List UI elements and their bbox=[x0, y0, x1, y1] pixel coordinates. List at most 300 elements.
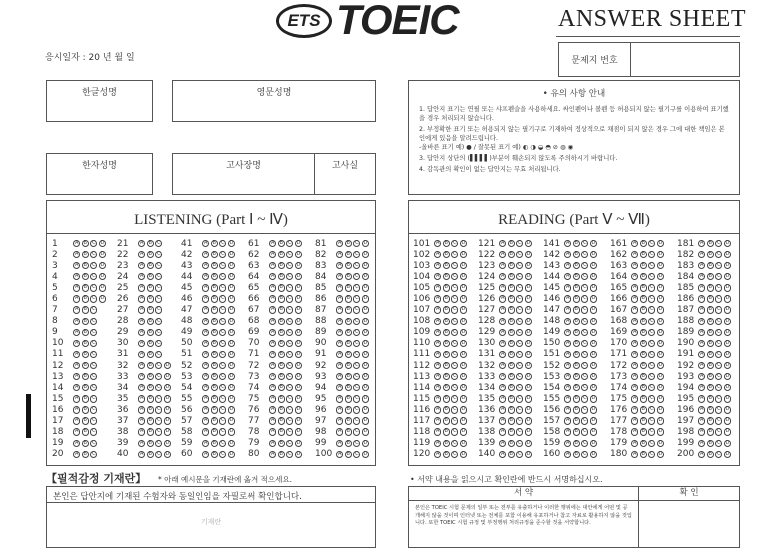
answer-bubble-a[interactable]: A bbox=[699, 239, 704, 246]
answer-bubble-a[interactable]: A bbox=[139, 306, 144, 313]
answer-bubble-c[interactable]: C bbox=[583, 428, 587, 435]
answer-bubble-d[interactable]: D bbox=[591, 306, 596, 313]
answer-bubble-d[interactable]: D bbox=[229, 450, 234, 457]
answer-bubble-b[interactable]: B bbox=[509, 373, 513, 380]
answer-bubble-b[interactable]: B bbox=[509, 428, 513, 435]
answer-bubble-a[interactable]: A bbox=[699, 317, 704, 324]
answer-bubble-c[interactable]: C bbox=[650, 439, 654, 446]
answer-bubble-d[interactable]: D bbox=[296, 428, 301, 435]
answer-bubble-a[interactable]: A bbox=[632, 328, 637, 335]
answer-bubble-b[interactable]: B bbox=[708, 361, 712, 368]
answer-bubble-b[interactable]: B bbox=[83, 417, 87, 424]
answer-bubble-c[interactable]: C bbox=[288, 406, 292, 413]
answer-bubble-a[interactable]: A bbox=[632, 373, 637, 380]
answer-bubble-b[interactable]: B bbox=[83, 339, 87, 346]
answer-bubble-a[interactable]: A bbox=[139, 373, 144, 380]
answer-bubble-a[interactable]: A bbox=[74, 395, 79, 402]
answer-bubble-c[interactable]: C bbox=[288, 317, 292, 324]
answer-bubble-c[interactable]: C bbox=[157, 395, 161, 402]
answer-bubble-a[interactable]: A bbox=[632, 339, 637, 346]
answer-bubble-d[interactable]: D bbox=[591, 373, 596, 380]
answer-bubble-b[interactable]: B bbox=[444, 273, 448, 280]
answer-bubble-a[interactable]: A bbox=[632, 428, 637, 435]
answer-bubble-d[interactable]: D bbox=[229, 384, 234, 391]
answer-bubble-c[interactable]: C bbox=[717, 273, 721, 280]
answer-bubble-b[interactable]: B bbox=[346, 328, 350, 335]
answer-bubble-c[interactable]: C bbox=[518, 339, 522, 346]
answer-bubble-c[interactable]: C bbox=[650, 384, 654, 391]
answer-bubble-c[interactable]: C bbox=[288, 273, 292, 280]
answer-bubble-c[interactable]: C bbox=[717, 395, 721, 402]
answer-bubble-a[interactable]: A bbox=[435, 350, 440, 357]
answer-bubble-a[interactable]: A bbox=[74, 262, 79, 269]
answer-bubble-c[interactable]: C bbox=[518, 262, 522, 269]
answer-bubble-a[interactable]: A bbox=[74, 361, 79, 368]
answer-bubble-b[interactable]: B bbox=[574, 239, 578, 246]
answer-bubble-a[interactable]: A bbox=[203, 373, 208, 380]
answer-bubble-a[interactable]: A bbox=[270, 406, 275, 413]
answer-bubble-d[interactable]: D bbox=[363, 450, 368, 457]
answer-bubble-a[interactable]: A bbox=[632, 295, 637, 302]
answer-bubble-d[interactable]: D bbox=[725, 284, 730, 291]
answer-bubble-c[interactable]: C bbox=[157, 350, 161, 357]
answer-bubble-c[interactable]: C bbox=[92, 328, 96, 335]
answer-bubble-a[interactable]: A bbox=[435, 328, 440, 335]
answer-bubble-d[interactable]: D bbox=[461, 428, 466, 435]
answer-bubble-a[interactable]: A bbox=[74, 417, 79, 424]
answer-bubble-d[interactable]: D bbox=[526, 395, 531, 402]
answer-bubble-d[interactable]: D bbox=[165, 417, 170, 424]
answer-bubble-c[interactable]: C bbox=[583, 250, 587, 257]
answer-bubble-a[interactable]: A bbox=[632, 239, 637, 246]
answer-bubble-b[interactable]: B bbox=[641, 306, 645, 313]
answer-bubble-b[interactable]: B bbox=[574, 328, 578, 335]
answer-bubble-c[interactable]: C bbox=[650, 450, 654, 457]
answer-bubble-d[interactable]: D bbox=[591, 428, 596, 435]
answer-bubble-b[interactable]: B bbox=[83, 395, 87, 402]
answer-bubble-b[interactable]: B bbox=[148, 317, 152, 324]
answer-bubble-c[interactable]: C bbox=[717, 306, 721, 313]
answer-bubble-d[interactable]: D bbox=[658, 395, 663, 402]
answer-bubble-d[interactable]: D bbox=[526, 417, 531, 424]
answer-bubble-b[interactable]: B bbox=[212, 250, 216, 257]
answer-bubble-a[interactable]: A bbox=[565, 384, 570, 391]
test-site-name-cell[interactable] bbox=[173, 154, 315, 194]
answer-bubble-a[interactable]: A bbox=[203, 328, 208, 335]
answer-bubble-d[interactable]: D bbox=[165, 384, 170, 391]
answer-bubble-d[interactable]: D bbox=[526, 273, 531, 280]
answer-bubble-a[interactable]: A bbox=[270, 262, 275, 269]
answer-bubble-d[interactable]: D bbox=[725, 250, 730, 257]
answer-bubble-b[interactable]: B bbox=[444, 406, 448, 413]
answer-bubble-b[interactable]: B bbox=[574, 406, 578, 413]
answer-bubble-b[interactable]: B bbox=[708, 317, 712, 324]
answer-bubble-d[interactable]: D bbox=[296, 361, 301, 368]
answer-bubble-c[interactable]: C bbox=[221, 328, 225, 335]
answer-bubble-a[interactable]: A bbox=[632, 417, 637, 424]
answer-bubble-d[interactable]: D bbox=[461, 317, 466, 324]
answer-bubble-d[interactable]: D bbox=[363, 295, 368, 302]
answer-bubble-a[interactable]: A bbox=[565, 239, 570, 246]
answer-bubble-b[interactable]: B bbox=[83, 450, 87, 457]
answer-bubble-b[interactable]: B bbox=[212, 406, 216, 413]
answer-bubble-b[interactable]: B bbox=[708, 339, 712, 346]
answer-bubble-a[interactable]: A bbox=[74, 406, 79, 413]
answer-bubble-a[interactable]: A bbox=[435, 428, 440, 435]
answer-bubble-c[interactable]: C bbox=[453, 406, 457, 413]
answer-bubble-d[interactable]: D bbox=[296, 250, 301, 257]
answer-bubble-a[interactable]: A bbox=[699, 328, 704, 335]
answer-bubble-a[interactable]: A bbox=[270, 239, 275, 246]
answer-bubble-b[interactable]: B bbox=[444, 317, 448, 324]
answer-bubble-d[interactable]: D bbox=[526, 450, 531, 457]
answer-bubble-a[interactable]: A bbox=[74, 350, 79, 357]
answer-bubble-d[interactable]: D bbox=[296, 450, 301, 457]
answer-bubble-d[interactable]: D bbox=[165, 439, 170, 446]
answer-bubble-d[interactable]: D bbox=[658, 306, 663, 313]
answer-bubble-b[interactable]: B bbox=[509, 406, 513, 413]
answer-bubble-b[interactable]: B bbox=[346, 295, 350, 302]
answer-bubble-a[interactable]: A bbox=[435, 239, 440, 246]
answer-bubble-a[interactable]: A bbox=[203, 306, 208, 313]
answer-bubble-c[interactable]: C bbox=[288, 250, 292, 257]
answer-bubble-c[interactable]: C bbox=[288, 395, 292, 402]
answer-bubble-b[interactable]: B bbox=[346, 361, 350, 368]
answer-bubble-d[interactable]: D bbox=[658, 273, 663, 280]
answer-bubble-d[interactable]: D bbox=[229, 317, 234, 324]
answer-bubble-c[interactable]: C bbox=[453, 350, 457, 357]
answer-bubble-c[interactable]: C bbox=[650, 406, 654, 413]
answer-bubble-a[interactable]: A bbox=[632, 439, 637, 446]
answer-bubble-c[interactable]: C bbox=[518, 284, 522, 291]
answer-bubble-c[interactable]: C bbox=[92, 262, 96, 269]
answer-bubble-c[interactable]: C bbox=[453, 239, 457, 246]
answer-bubble-c[interactable]: C bbox=[717, 239, 721, 246]
answer-bubble-c[interactable]: C bbox=[355, 439, 359, 446]
answer-bubble-c[interactable]: C bbox=[518, 361, 522, 368]
answer-bubble-c[interactable]: C bbox=[355, 339, 359, 346]
answer-bubble-d[interactable]: D bbox=[229, 406, 234, 413]
answer-bubble-c[interactable]: C bbox=[518, 450, 522, 457]
answer-bubble-d[interactable]: D bbox=[526, 350, 531, 357]
answer-bubble-c[interactable]: C bbox=[355, 273, 359, 280]
answer-bubble-a[interactable]: A bbox=[699, 273, 704, 280]
answer-bubble-c[interactable]: C bbox=[453, 395, 457, 402]
answer-bubble-d[interactable]: D bbox=[461, 328, 466, 335]
answer-bubble-c[interactable]: C bbox=[583, 328, 587, 335]
answer-bubble-a[interactable]: A bbox=[337, 273, 342, 280]
answer-bubble-c[interactable]: C bbox=[650, 250, 654, 257]
answer-bubble-a[interactable]: A bbox=[139, 284, 144, 291]
answer-bubble-a[interactable]: A bbox=[203, 450, 208, 457]
answer-bubble-c[interactable]: C bbox=[92, 317, 96, 324]
answer-bubble-c[interactable]: C bbox=[518, 373, 522, 380]
answer-bubble-a[interactable]: A bbox=[500, 339, 505, 346]
answer-bubble-d[interactable]: D bbox=[461, 284, 466, 291]
answer-bubble-b[interactable]: B bbox=[279, 395, 283, 402]
answer-bubble-d[interactable]: D bbox=[461, 406, 466, 413]
answer-bubble-b[interactable]: B bbox=[708, 450, 712, 457]
answer-bubble-a[interactable]: A bbox=[203, 239, 208, 246]
answer-bubble-d[interactable]: D bbox=[526, 373, 531, 380]
answer-bubble-c[interactable]: C bbox=[650, 295, 654, 302]
answer-bubble-a[interactable]: A bbox=[632, 361, 637, 368]
answer-bubble-a[interactable]: A bbox=[270, 306, 275, 313]
answer-bubble-d[interactable]: D bbox=[296, 439, 301, 446]
answer-bubble-d[interactable]: D bbox=[725, 350, 730, 357]
answer-bubble-c[interactable]: C bbox=[583, 262, 587, 269]
answer-bubble-b[interactable]: B bbox=[148, 450, 152, 457]
answer-bubble-a[interactable]: A bbox=[337, 250, 342, 257]
answer-bubble-d[interactable]: D bbox=[363, 373, 368, 380]
answer-bubble-c[interactable]: C bbox=[355, 406, 359, 413]
answer-bubble-a[interactable]: A bbox=[337, 306, 342, 313]
answer-bubble-b[interactable]: B bbox=[641, 273, 645, 280]
answer-bubble-d[interactable]: D bbox=[100, 250, 105, 257]
answer-bubble-b[interactable]: B bbox=[509, 284, 513, 291]
answer-bubble-c[interactable]: C bbox=[221, 262, 225, 269]
answer-bubble-a[interactable]: A bbox=[500, 395, 505, 402]
answer-bubble-c[interactable]: C bbox=[92, 295, 96, 302]
answer-bubble-b[interactable]: B bbox=[509, 439, 513, 446]
answer-bubble-d[interactable]: D bbox=[658, 250, 663, 257]
answer-bubble-b[interactable]: B bbox=[212, 284, 216, 291]
answer-bubble-c[interactable]: C bbox=[583, 350, 587, 357]
answer-bubble-b[interactable]: B bbox=[444, 395, 448, 402]
answer-bubble-b[interactable]: B bbox=[212, 373, 216, 380]
answer-bubble-d[interactable]: D bbox=[100, 262, 105, 269]
answer-bubble-b[interactable]: B bbox=[641, 350, 645, 357]
answer-bubble-c[interactable]: C bbox=[92, 395, 96, 402]
answer-bubble-a[interactable]: A bbox=[699, 428, 704, 435]
answer-bubble-b[interactable]: B bbox=[641, 361, 645, 368]
answer-bubble-b[interactable]: B bbox=[279, 339, 283, 346]
answer-bubble-b[interactable]: B bbox=[279, 250, 283, 257]
answer-bubble-b[interactable]: B bbox=[708, 373, 712, 380]
answer-bubble-a[interactable]: A bbox=[699, 350, 704, 357]
answer-bubble-c[interactable]: C bbox=[453, 361, 457, 368]
answer-bubble-d[interactable]: D bbox=[229, 395, 234, 402]
answer-bubble-a[interactable]: A bbox=[699, 439, 704, 446]
answer-bubble-c[interactable]: C bbox=[288, 295, 292, 302]
answer-bubble-d[interactable]: D bbox=[100, 284, 105, 291]
answer-bubble-b[interactable]: B bbox=[509, 339, 513, 346]
answer-bubble-a[interactable]: A bbox=[435, 295, 440, 302]
answer-bubble-c[interactable]: C bbox=[355, 395, 359, 402]
answer-bubble-d[interactable]: D bbox=[725, 406, 730, 413]
answer-bubble-b[interactable]: B bbox=[212, 262, 216, 269]
answer-bubble-c[interactable]: C bbox=[221, 295, 225, 302]
answer-bubble-a[interactable]: A bbox=[337, 284, 342, 291]
answer-bubble-d[interactable]: D bbox=[591, 284, 596, 291]
answer-bubble-a[interactable]: A bbox=[203, 273, 208, 280]
answer-bubble-a[interactable]: A bbox=[270, 373, 275, 380]
answer-bubble-d[interactable]: D bbox=[165, 450, 170, 457]
answer-bubble-c[interactable]: C bbox=[355, 250, 359, 257]
answer-bubble-a[interactable]: A bbox=[435, 450, 440, 457]
answer-bubble-a[interactable]: A bbox=[270, 273, 275, 280]
answer-bubble-c[interactable]: C bbox=[518, 295, 522, 302]
answer-bubble-a[interactable]: A bbox=[699, 373, 704, 380]
answer-bubble-b[interactable]: B bbox=[346, 262, 350, 269]
answer-bubble-a[interactable]: A bbox=[203, 262, 208, 269]
answer-bubble-b[interactable]: B bbox=[346, 428, 350, 435]
answer-bubble-a[interactable]: A bbox=[435, 395, 440, 402]
answer-bubble-a[interactable]: A bbox=[565, 395, 570, 402]
answer-bubble-d[interactable]: D bbox=[363, 284, 368, 291]
answer-bubble-b[interactable]: B bbox=[641, 262, 645, 269]
answer-bubble-b[interactable]: B bbox=[212, 328, 216, 335]
answer-bubble-d[interactable]: D bbox=[658, 262, 663, 269]
answer-bubble-c[interactable]: C bbox=[288, 439, 292, 446]
answer-bubble-a[interactable]: A bbox=[632, 350, 637, 357]
answer-bubble-b[interactable]: B bbox=[148, 373, 152, 380]
answer-bubble-c[interactable]: C bbox=[583, 284, 587, 291]
answer-bubble-a[interactable]: A bbox=[74, 317, 79, 324]
answer-bubble-c[interactable]: C bbox=[650, 350, 654, 357]
answer-bubble-a[interactable]: A bbox=[500, 450, 505, 457]
answer-bubble-d[interactable]: D bbox=[229, 361, 234, 368]
answer-bubble-b[interactable]: B bbox=[148, 239, 152, 246]
answer-bubble-b[interactable]: B bbox=[574, 262, 578, 269]
answer-bubble-b[interactable]: B bbox=[83, 384, 87, 391]
answer-bubble-c[interactable]: C bbox=[518, 406, 522, 413]
answer-bubble-c[interactable]: C bbox=[518, 306, 522, 313]
answer-bubble-c[interactable]: C bbox=[157, 339, 161, 346]
answer-bubble-b[interactable]: B bbox=[444, 306, 448, 313]
answer-bubble-b[interactable]: B bbox=[83, 328, 87, 335]
answer-bubble-d[interactable]: D bbox=[461, 273, 466, 280]
answer-bubble-b[interactable]: B bbox=[574, 306, 578, 313]
answer-bubble-a[interactable]: A bbox=[270, 417, 275, 424]
answer-bubble-a[interactable]: A bbox=[139, 328, 144, 335]
answer-bubble-c[interactable]: C bbox=[583, 406, 587, 413]
answer-bubble-d[interactable]: D bbox=[296, 328, 301, 335]
answer-bubble-b[interactable]: B bbox=[444, 439, 448, 446]
answer-bubble-a[interactable]: A bbox=[435, 250, 440, 257]
answer-bubble-a[interactable]: A bbox=[270, 439, 275, 446]
answer-bubble-c[interactable]: C bbox=[221, 373, 225, 380]
answer-bubble-b[interactable]: B bbox=[148, 306, 152, 313]
answer-bubble-c[interactable]: C bbox=[157, 406, 161, 413]
answer-bubble-a[interactable]: A bbox=[632, 262, 637, 269]
answer-bubble-a[interactable]: A bbox=[565, 373, 570, 380]
answer-bubble-a[interactable]: A bbox=[337, 339, 342, 346]
answer-bubble-d[interactable]: D bbox=[725, 239, 730, 246]
answer-bubble-b[interactable]: B bbox=[212, 384, 216, 391]
answer-bubble-c[interactable]: C bbox=[453, 439, 457, 446]
answer-bubble-d[interactable]: D bbox=[461, 361, 466, 368]
answer-bubble-d[interactable]: D bbox=[229, 239, 234, 246]
answer-bubble-b[interactable]: B bbox=[509, 384, 513, 391]
answer-bubble-b[interactable]: B bbox=[346, 273, 350, 280]
answer-bubble-a[interactable]: A bbox=[435, 406, 440, 413]
english-name-field[interactable] bbox=[172, 80, 376, 122]
answer-bubble-d[interactable]: D bbox=[591, 273, 596, 280]
answer-bubble-a[interactable]: A bbox=[337, 361, 342, 368]
answer-bubble-c[interactable]: C bbox=[583, 317, 587, 324]
answer-bubble-b[interactable]: B bbox=[148, 361, 152, 368]
answer-bubble-b[interactable]: B bbox=[641, 384, 645, 391]
answer-bubble-d[interactable]: D bbox=[725, 306, 730, 313]
answer-bubble-d[interactable]: D bbox=[658, 328, 663, 335]
answer-bubble-b[interactable]: B bbox=[509, 250, 513, 257]
answer-bubble-c[interactable]: C bbox=[157, 428, 161, 435]
answer-bubble-c[interactable]: C bbox=[717, 262, 721, 269]
answer-bubble-d[interactable]: D bbox=[591, 295, 596, 302]
answer-bubble-a[interactable]: A bbox=[565, 339, 570, 346]
answer-bubble-b[interactable]: B bbox=[574, 295, 578, 302]
answer-bubble-a[interactable]: A bbox=[337, 328, 342, 335]
answer-bubble-d[interactable]: D bbox=[658, 439, 663, 446]
answer-bubble-c[interactable]: C bbox=[717, 361, 721, 368]
answer-bubble-d[interactable]: D bbox=[725, 417, 730, 424]
answer-bubble-a[interactable]: A bbox=[500, 250, 505, 257]
answer-bubble-b[interactable]: B bbox=[641, 417, 645, 424]
answer-bubble-a[interactable]: A bbox=[337, 317, 342, 324]
answer-bubble-a[interactable]: A bbox=[337, 373, 342, 380]
answer-bubble-c[interactable]: C bbox=[717, 450, 721, 457]
answer-bubble-a[interactable]: A bbox=[74, 373, 79, 380]
answer-bubble-a[interactable]: A bbox=[565, 328, 570, 335]
answer-bubble-c[interactable]: C bbox=[221, 350, 225, 357]
answer-bubble-b[interactable]: B bbox=[83, 262, 87, 269]
answer-bubble-d[interactable]: D bbox=[363, 361, 368, 368]
answer-bubble-b[interactable]: B bbox=[148, 262, 152, 269]
answer-bubble-b[interactable]: B bbox=[641, 250, 645, 257]
answer-bubble-d[interactable]: D bbox=[461, 239, 466, 246]
answer-bubble-a[interactable]: A bbox=[565, 295, 570, 302]
answer-bubble-b[interactable]: B bbox=[212, 350, 216, 357]
answer-bubble-b[interactable]: B bbox=[641, 395, 645, 402]
answer-bubble-a[interactable]: A bbox=[632, 273, 637, 280]
answer-bubble-c[interactable]: C bbox=[650, 328, 654, 335]
answer-bubble-d[interactable]: D bbox=[229, 273, 234, 280]
answer-bubble-d[interactable]: D bbox=[461, 262, 466, 269]
answer-bubble-c[interactable]: C bbox=[717, 428, 721, 435]
answer-bubble-b[interactable]: B bbox=[212, 339, 216, 346]
answer-bubble-c[interactable]: C bbox=[221, 450, 225, 457]
answer-bubble-c[interactable]: C bbox=[355, 262, 359, 269]
answer-bubble-b[interactable]: B bbox=[148, 295, 152, 302]
answer-bubble-b[interactable]: B bbox=[641, 428, 645, 435]
answer-bubble-c[interactable]: C bbox=[157, 384, 161, 391]
chinese-name-field[interactable] bbox=[46, 153, 153, 195]
answer-bubble-c[interactable]: C bbox=[453, 417, 457, 424]
answer-bubble-d[interactable]: D bbox=[296, 295, 301, 302]
answer-bubble-c[interactable]: C bbox=[92, 384, 96, 391]
answer-bubble-d[interactable]: D bbox=[591, 361, 596, 368]
answer-bubble-b[interactable]: B bbox=[148, 395, 152, 402]
answer-bubble-c[interactable]: C bbox=[453, 384, 457, 391]
answer-bubble-a[interactable]: A bbox=[74, 439, 79, 446]
answer-bubble-d[interactable]: D bbox=[526, 306, 531, 313]
answer-bubble-b[interactable]: B bbox=[444, 428, 448, 435]
answer-bubble-b[interactable]: B bbox=[444, 239, 448, 246]
answer-bubble-c[interactable]: C bbox=[650, 373, 654, 380]
answer-bubble-d[interactable]: D bbox=[296, 239, 301, 246]
answer-bubble-d[interactable]: D bbox=[658, 350, 663, 357]
answer-bubble-d[interactable]: D bbox=[725, 450, 730, 457]
answer-bubble-d[interactable]: D bbox=[591, 417, 596, 424]
answer-bubble-d[interactable]: D bbox=[296, 350, 301, 357]
answer-bubble-a[interactable]: A bbox=[500, 384, 505, 391]
answer-bubble-a[interactable]: A bbox=[74, 273, 79, 280]
answer-bubble-b[interactable]: B bbox=[641, 406, 645, 413]
answer-bubble-c[interactable]: C bbox=[717, 328, 721, 335]
answer-bubble-d[interactable]: D bbox=[461, 373, 466, 380]
answer-bubble-a[interactable]: A bbox=[139, 239, 144, 246]
